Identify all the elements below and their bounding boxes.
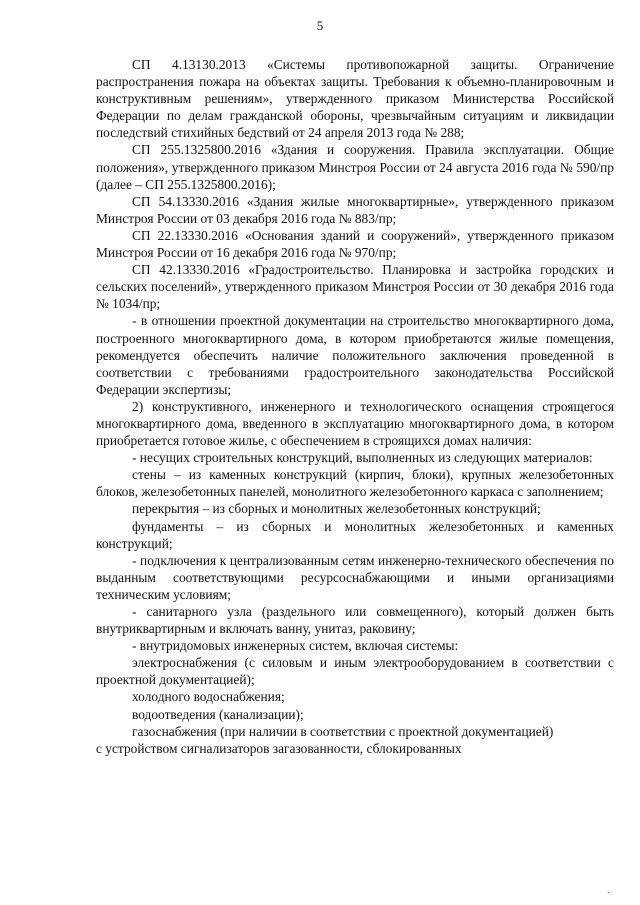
paragraph-floors: перекрытия – из сборных и монолитных железобетонных конструкций; xyxy=(132,501,541,517)
paragraph-sanitary: - санитарного узла (раздельного или совмещенного), который должен быть внутриквартирным и включать ванну, унитаз, раковину; xyxy=(96,604,614,637)
page-number: 5 xyxy=(316,18,324,33)
paragraph-electricity: электроснабжения (с силовым и иным электрооборудованием в соответствии с проектной документацией); xyxy=(96,655,614,688)
paragraph-project-docs: - в отношении проектной документации на строительство многоквартирного дома, построенного многоквартирного дома, в котором приобретаются жилые помещения, рекомендуется обеспечить наличие положительного заключения проведенной в соответствии с требованиями градостроительного законодательства Российской Федерации экспертизы; xyxy=(96,313,614,397)
paragraph-gas: газоснабжения (при наличии в соответствии с проектной документацией) xyxy=(132,723,554,739)
paragraph-foundations: фундаменты – из сборных и монолитных железобетонных и каменных конструкций; xyxy=(96,518,614,551)
paragraph-load-bearing: - несущих строительных конструкций, выполненных из следующих материалов: xyxy=(132,450,593,466)
paragraph-sp-54: СП 54.13330.2016 «Здания жилые многоквартирные», утвержденного приказом Минстроя России от 03 декабря 2016 года № 883/пр; xyxy=(96,193,614,226)
paragraph-sp-255: СП 255.1325800.2016 «Здания и сооружения. Правила эксплуатации. Общие положения», утвержденного приказом Минстроя России от 24 августа 2016 года № 590/пр (далее – СП 255.1325800.2016); xyxy=(96,142,614,192)
paragraph-item-2: 2) конструктивного, инженерного и технологического оснащения строящегося многоквартирного дома, введенного в эксплуатацию многоквартирного дома, в котором приобретается готовое жилье, с обеспечением в строящихся домах наличия: xyxy=(96,398,614,449)
paragraph-sp-42: СП 42.13330.2016 «Градостроительство. Планировка и застройка городских и сельских поселений», утвержденного приказом Минстроя России от 30 декабря 2016 года № 1034/пр; xyxy=(96,262,614,312)
document-body xyxy=(96,56,614,757)
paragraph-utility-connection: - подключения к централизованным сетям инженерно-технического обеспечения по выданным соответствующими ресурсоснабжающими и иными организациями техническим условиям; xyxy=(96,552,614,602)
paragraph-sp-4-13130: СП 4.13130.2013 «Системы противопожарной защиты. Ограничение распространения пожара на объектах защиты. Требования к объемно-планировочным и конструктивным решениям», утвержденного приказом Министерства Российской Федерации по делам гражданской обороны, чрезвычайным ситуациям и ликвидации последствий стихийных бедствий от 24 апреля 2013 года № 288; xyxy=(96,57,614,141)
scan-mark: · xyxy=(606,888,610,899)
paragraph-sp-22: СП 22.13330.2016 «Основания зданий и сооружений», утвержденного приказом Минстроя России от 16 декабря 2016 года № 970/пр; xyxy=(96,227,614,261)
paragraph-cold-water: холодного водоснабжения; xyxy=(132,689,285,705)
paragraph-gas-continued: с устройством сигнализаторов загазованности, сблокированных xyxy=(96,740,462,756)
paragraph-engineering-systems: - внутридомовых инженерных систем, включая системы: xyxy=(132,638,459,654)
paragraph-walls: стены – из каменных конструкций (кирпич, блоки), крупных железобетонных блоков, железобетонных панелей, монолитного железобетонного каркаса с заполнением; xyxy=(96,467,614,500)
paragraph-sewage: водоотведения (канализации); xyxy=(132,706,304,722)
